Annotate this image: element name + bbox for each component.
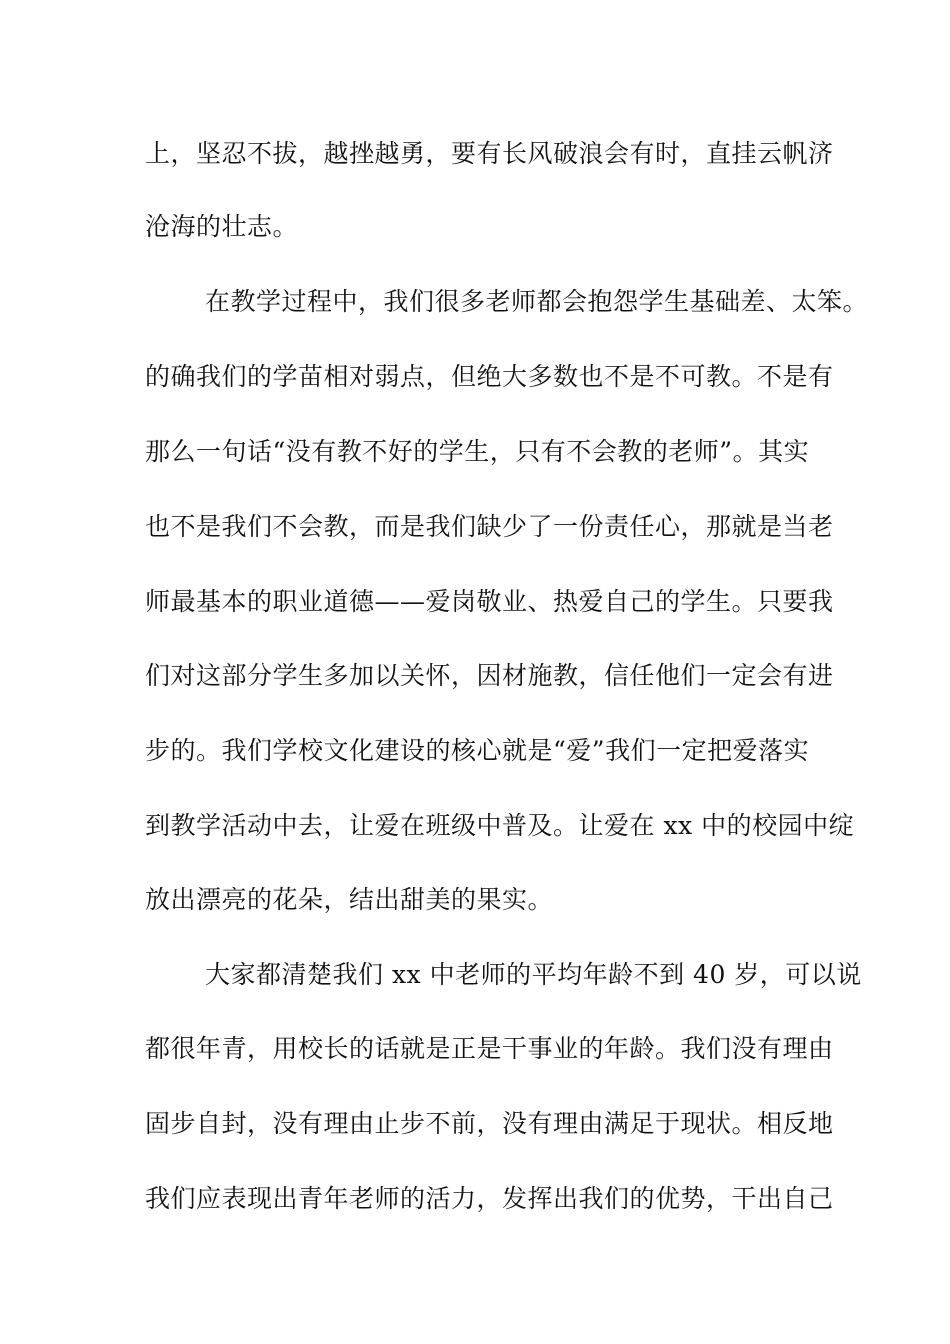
- text-line: 们对这部分学生多加以关怀，因材施教，信任他们一定会有进: [145, 661, 834, 690]
- text-line: 我们应表现出青年老师的活力，发挥出我们的优势，干出自己: [145, 1184, 834, 1213]
- text-line: 师最基本的职业道德——爱岗敬业、热爱自己的学生。只要我: [145, 587, 834, 616]
- text-line: 也不是我们不会教，而是我们缺少了一份责任心，那就是当老: [145, 512, 834, 541]
- text-line: 那么一句话“没有教不好的学生，只有不会教的老师”。其实: [145, 437, 810, 466]
- text-line: 都很年青，用校长的话就是正是干事业的年龄。我们没有理由: [145, 1034, 834, 1063]
- paragraph-start-line: 大家都清楚我们 xx 中老师的平均年龄不到 40 岁，可以说: [205, 960, 862, 989]
- text-line: 放出漂亮的花朵，结出甜美的果实。: [145, 885, 554, 914]
- paragraph-start-line: 在教学过程中，我们很多老师都会抱怨学生基础差、太笨。: [205, 287, 869, 316]
- text-line: 固步自封，没有理由止步不前，没有理由满足于现状。相反地: [145, 1109, 834, 1138]
- text-line: 沧海的壮志。: [145, 212, 299, 241]
- text-line: 的确我们的学苗相对弱点，但绝大多数也不是不可教。不是有: [145, 362, 834, 391]
- text-line: 上，坚忍不拔，越挫越勇，要有长风破浪会有时，直挂云帆济: [145, 139, 834, 168]
- text-line: 到教学活动中去，让爱在班级中普及。让爱在 xx 中的校园中绽: [145, 811, 855, 840]
- text-line: 步的。我们学校文化建设的核心就是“爱”我们一定把爱落实: [145, 736, 810, 765]
